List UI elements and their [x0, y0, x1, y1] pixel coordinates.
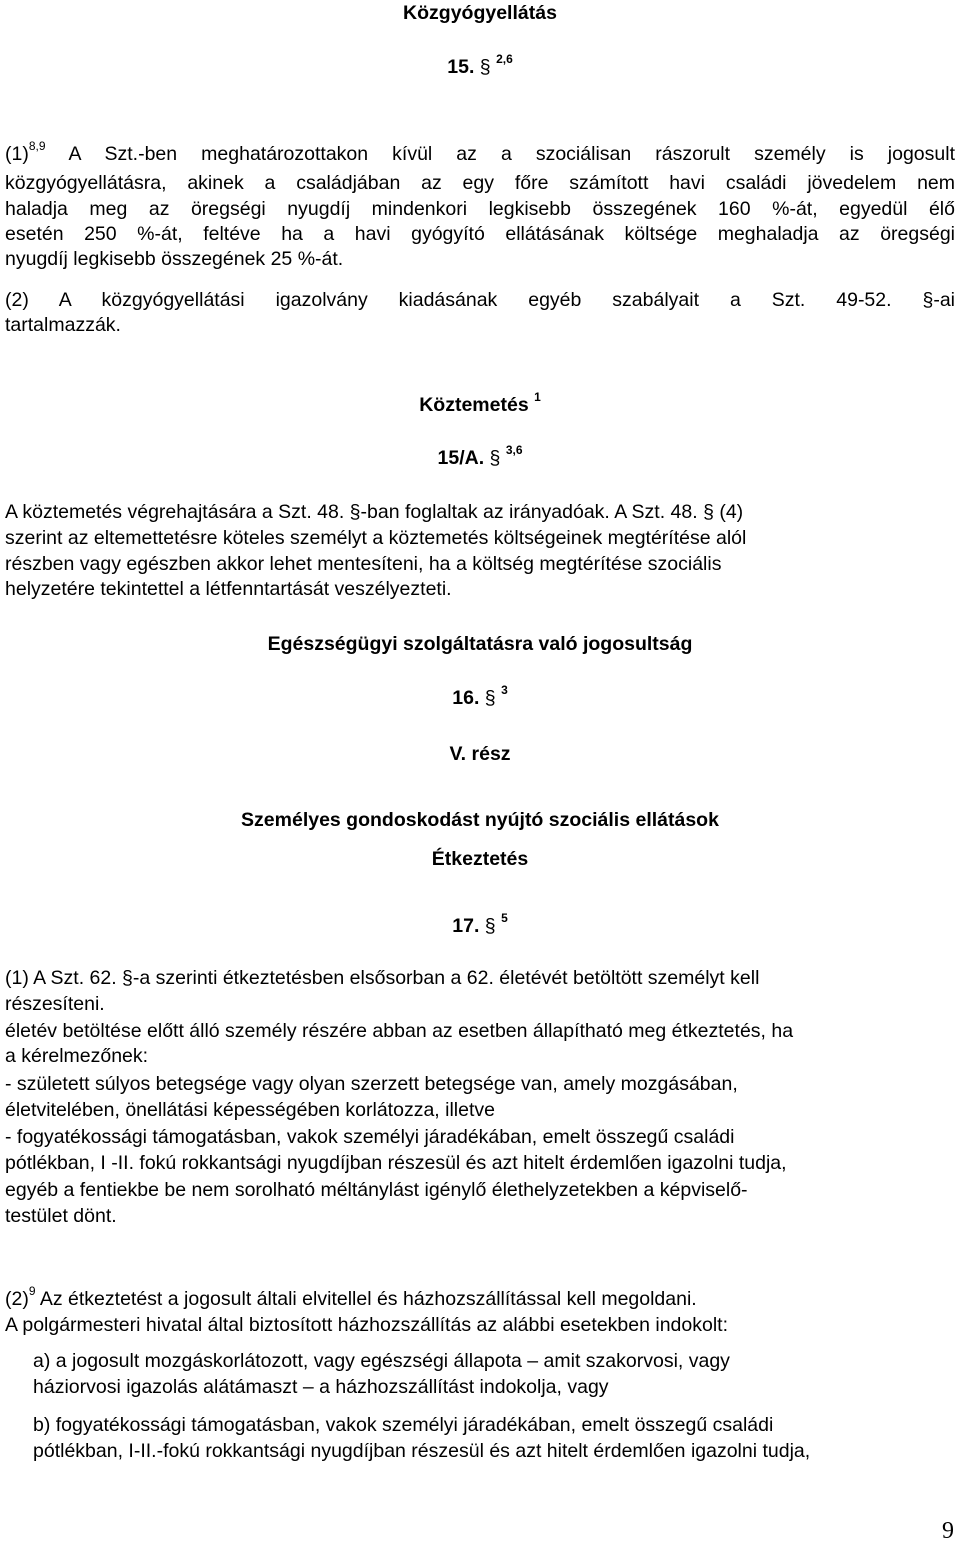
section-heading-koztemetes [0, 389, 960, 418]
paragraph-num: 15/A. [437, 447, 485, 469]
paragraph-number-15a [0, 442, 960, 471]
footnote-ref: 3 [501, 682, 508, 697]
paragraph-4-line-2: részesíteni. [5, 993, 105, 1015]
page-number: 9 [942, 1518, 954, 1544]
footnote-ref: 3,6 [505, 442, 523, 457]
paragraph-2-line-2: tartalmazzák. [5, 314, 121, 336]
paragraph-number-15 [0, 51, 960, 80]
list-item-a-line-2: háziorvosi igazolás alátámaszt – a házhozszállítást indokolja, vagy [33, 1376, 609, 1398]
paragraph-1-line-2: közgyógyellátásra, akinek a családjában az egy főre számított havi családi jövedelem nem [5, 172, 955, 194]
paragraph-lead: (2) [5, 1288, 29, 1310]
paragraph-lead: (1) [5, 143, 29, 165]
list-item-b-line-2: pótlékban, I-II.-fokú rokkantsági nyugdíjban részesül és azt hitelt érdemlően igazolni tudja, [33, 1440, 811, 1462]
paragraph-1-line-5: nyugdíj legkisebb összegének 25 %-át. [5, 248, 344, 270]
section-heading-etkeztetes: Étkeztetés [431, 848, 529, 870]
section-sign: § [489, 447, 501, 469]
paragraph-1-line-1 [5, 138, 955, 166]
paragraph-num: 17. [452, 915, 480, 937]
section-heading-szemelyes-gondoskodas: Személyes gondoskodást nyújtó szociális ellátások [241, 809, 719, 831]
footnote-ref: 8,9 [28, 138, 46, 153]
paragraph-number-17 [0, 910, 960, 939]
paragraph-3-line-3: részben vagy egészben akkor lehet mentesíteni, ha a költség megtérítése szociális [5, 553, 722, 575]
paragraph-5-line-2: A polgármesteri hivatal által biztosított házhozszállítás az alábbi esetekben indokolt: [5, 1314, 728, 1336]
heading-text: Köztemetés [419, 394, 529, 416]
paragraph-3-line-4: helyzetére tekintettel a létfenntartását veszélyezteti. [5, 578, 452, 600]
text-line: Az étkeztetést a jogosult általi elvitellel és házhozszállítással kell megoldani. [39, 1288, 697, 1310]
paragraph-5-line-1 [5, 1283, 697, 1311]
paragraph-4-line-3: életév betöltése előtt álló személy részére abban az esetben állapítható meg étkeztetés, ha [5, 1020, 794, 1042]
paragraph-4-line-4: a kérelmezőnek: [5, 1045, 149, 1067]
list-item-a-line-1: a) a jogosult mozgáskorlátozott, vagy egészségi állapota – amit szakorvosi, vagy [33, 1350, 730, 1372]
paragraph-number-16 [0, 682, 960, 711]
paragraph-4-line-6: életvitelében, önellátási képességében korlátozza, illetve [5, 1099, 495, 1121]
section-heading-egeszsegugyi: Egészségügyi szolgáltatásra való jogosultság [267, 633, 693, 655]
footnote-ref: 2,6 [496, 51, 513, 66]
paragraph-num: 16. [452, 687, 480, 709]
paragraph-3-line-2: szerint az eltemettetésre köteles személyt a köztemetés költségeinek megtérítése alól [5, 527, 747, 549]
paragraph-num: 15. [447, 56, 475, 78]
list-item-b-line-1: b) fogyatékossági támogatásban, vakok személyi járadékában, emelt összegű családi [33, 1414, 774, 1436]
paragraph-1-line-3: haladja meg az öregségi nyugdíj mindenkori legkisebb összegének 160 %-át, egyedül élő [5, 198, 955, 220]
footnote-ref: 1 [534, 389, 541, 404]
section-heading-kozgyogyellatas: Közgyógyellátás [403, 2, 557, 24]
part-heading: V. rész [449, 743, 511, 765]
footnote-ref: 5 [501, 910, 508, 925]
paragraph-4-line-5: - született súlyos betegsége vagy olyan szerzett betegsége van, amely mozgásában, [5, 1073, 738, 1095]
paragraph-4-line-1: (1) A Szt. 62. §-a szerinti étkeztetésben elsősorban a 62. életévét betöltött személyt kell [5, 967, 760, 989]
paragraph-4-line-7: - fogyatékossági támogatásban, vakok személyi járadékában, emelt összegű családi [5, 1126, 735, 1148]
section-sign: § [484, 687, 496, 709]
paragraph-4-line-10: testület dönt. [5, 1205, 117, 1227]
section-sign: § [484, 915, 496, 937]
text-line: A Szt.-ben meghatározottakon kívül az a szociálisan rászorult személy is jogosult [68, 143, 955, 165]
paragraph-2-line-1: (2) A közgyógyellátási igazolvány kiadásának egyéb szabályait a Szt. 49-52. §-ai [5, 289, 955, 311]
paragraph-4-line-8: pótlékban, I -II. fokú rokkantsági nyugdíjban részesül és azt hitelt érdemlően igazolni tudja, [5, 1152, 787, 1174]
section-sign: § [479, 56, 491, 78]
footnote-ref: 9 [28, 1283, 36, 1298]
paragraph-4-line-9: egyéb a fentiekbe be nem sorolható méltánylást igénylő élethelyzetekben a képviselő- [5, 1179, 748, 1201]
paragraph-1-line-4: esetén 250 %-át, feltéve ha a havi gyógyító ellátásának költsége meghaladja az öregségi [5, 223, 955, 245]
paragraph-3-line-1: A köztemetés végrehajtására a Szt. 48. §-ban foglaltak az irányadóak. A Szt. 48. § (4) [5, 501, 744, 523]
